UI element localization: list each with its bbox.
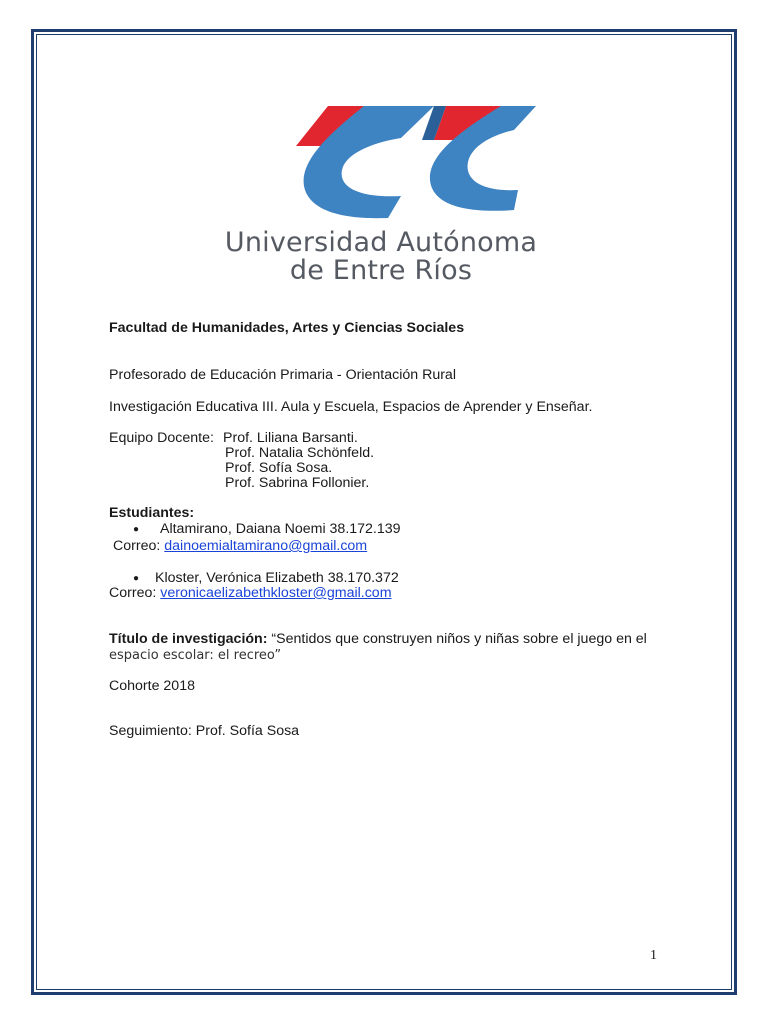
student-email-row — [113, 538, 367, 555]
research-label: Título de investigación: — [109, 631, 268, 647]
research-title-line2: espacio escolar: el recreo” — [109, 648, 282, 663]
page-number: 1 — [650, 948, 657, 963]
team-member: Prof. Natalia Schönfeld. — [225, 445, 375, 461]
logo-text-line2: de Entre Ríos — [289, 255, 473, 286]
team-member: Prof. Liliana Barsanti. — [223, 430, 358, 446]
cohort: Cohorte 2018 — [109, 678, 195, 694]
student-name: Kloster, Verónica Elizabeth 38.170.372 — [155, 570, 399, 586]
program-name: Profesorado de Educación Primaria - Orientación Rural — [109, 367, 456, 383]
email-label: Correo: — [113, 538, 161, 554]
course-name: Investigación Educativa III. Aula y Escuela, Espacios de Aprender y Enseñar. — [109, 399, 593, 415]
student-email-link[interactable]: dainoemialtamirano@gmail.com — [164, 538, 368, 554]
email-label: Correo: — [109, 585, 157, 601]
student-name: Altamirano, Daiana Noemi 38.172.139 — [160, 521, 401, 537]
bullet-icon: ● — [133, 524, 140, 535]
team-label: Equipo Docente: — [109, 430, 214, 446]
research-title-line1 — [109, 631, 647, 648]
university-logo — [196, 100, 566, 290]
team-member: Prof. Sabrina Follonier. — [225, 475, 370, 491]
research-title-part1: “Sentidos que construyen niños y niñas sobre el juego en el — [271, 631, 647, 647]
students-label: Estudiantes: — [109, 505, 195, 521]
student-email-row — [109, 585, 392, 602]
student-email-link[interactable]: veronicaelizabethkloster@gmail.com — [160, 585, 392, 601]
faculty-heading: Facultad de Humanidades, Artes y Ciencias Sociales — [109, 320, 465, 336]
bullet-icon: ● — [133, 573, 140, 584]
followup: Seguimiento: Prof. Sofía Sosa — [109, 723, 300, 739]
logo-text-line1: Universidad Autónoma — [224, 227, 538, 258]
team-member: Prof. Sofía Sosa. — [225, 460, 333, 476]
uader-emblem-icon — [196, 100, 566, 225]
